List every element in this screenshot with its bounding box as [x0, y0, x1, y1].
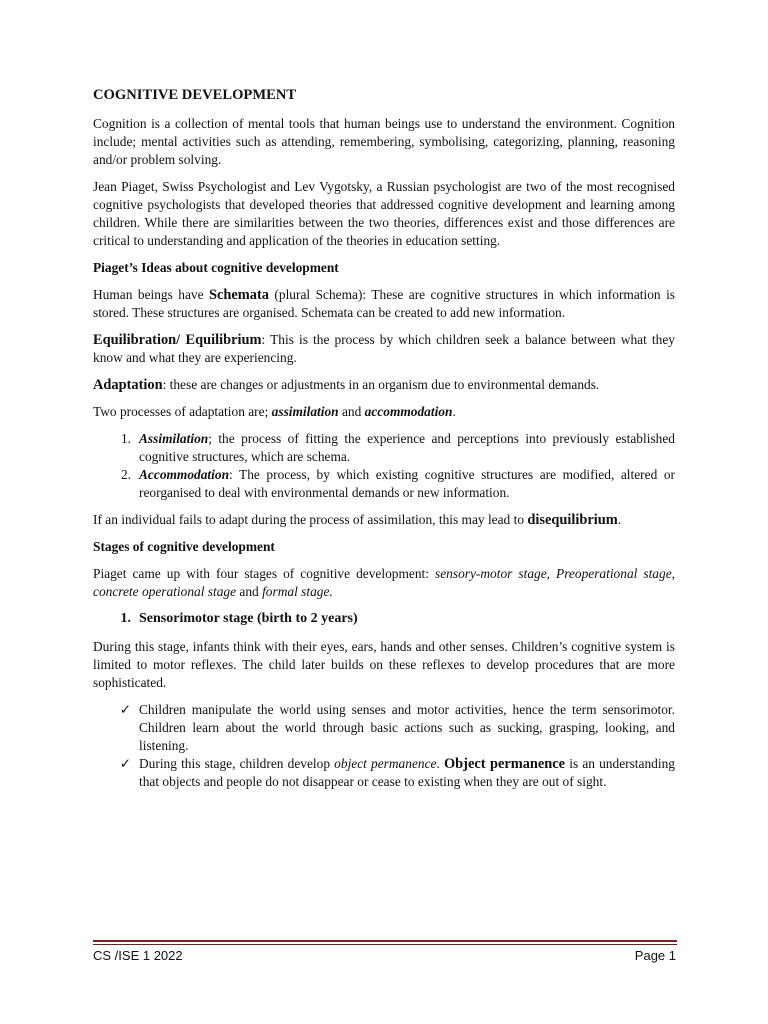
disequilibrium-term: disequilibrium [527, 512, 618, 528]
stages-intro-mid: and [236, 584, 263, 599]
schemata-paragraph [93, 286, 675, 322]
two-processes-end: . [452, 404, 456, 419]
bullet-text [139, 755, 675, 791]
two-processes-pre: Two processes of adaptation are; [93, 404, 272, 419]
bullet-post: is an understanding that objects and people do not disappear or cease to existing when they are out of sight. [139, 756, 675, 789]
object-permanence-bold: Object permanence [443, 756, 566, 772]
stage-title: Sensorimotor stage (birth to 2 years) [139, 611, 358, 626]
two-processes-mid: and [338, 404, 365, 419]
stages-list-italic: sensory-motor stage, Preoperational stage, concrete operational stage [93, 566, 675, 599]
stage-1-heading [93, 610, 675, 628]
stage-1-checklist [93, 701, 675, 791]
list-item [93, 466, 675, 502]
schemata-text: (plural Schema): These are cognitive structures in which information is stored. These structures are organised. Schemata can be created to add new information. [93, 287, 675, 320]
equilibrium-term: Equilibration/ Equilibrium [93, 332, 262, 348]
stage-number: 1. [120, 611, 131, 626]
bullet-text: Children manipulate the world using senses and motor activities, hence the term sensorimotor. Children learn about the world through basic actions such as sucking, grasping, looking, and listening. [139, 702, 675, 753]
checkmark-icon: ✓ [119, 702, 131, 717]
process-term: Accommodation [139, 467, 230, 482]
bullet-mid: . [436, 756, 444, 771]
adaptation-process-list [93, 430, 675, 502]
stages-intro-pre: Piaget came up with four stages of cognitive development: [93, 566, 436, 581]
two-processes-paragraph [93, 403, 675, 421]
equilibrium-text: : This is the process by which children seek a balance between what they know and what they are experiencing. [93, 332, 675, 365]
disequilibrium-end: . [617, 512, 622, 527]
stages-intro-paragraph [93, 565, 675, 601]
assimilation-term: assimilation [271, 404, 339, 419]
list-item-text [139, 430, 675, 466]
piaget-heading: Piaget’s Ideas about cognitive development [93, 260, 339, 275]
schemata-term: Schemata [209, 287, 269, 303]
intro-paragraph-2: Jean Piaget, Swiss Psychologist and Lev Vygotsky, a Russian psychologist are two of the most recognised cognitive psychologists that developed theories that addressed cognitive development and learning among children. While there are similarities between the two theories, differences exist and those differences are critical to understanding and application of the theories in education setting. [93, 179, 675, 248]
adaptation-term: Adaptation [93, 377, 163, 393]
adaptation-text: : these are changes or adjustments in an organism due to environmental demands. [162, 377, 600, 392]
stage-1-paragraph: During this stage, infants think with their eyes, ears, hands and other senses. Children’s cognitive system is limited to motor reflexes. The child later builds on these reflexes to develop procedures that are more sophisticated. [93, 639, 675, 690]
list-item [93, 755, 675, 791]
process-text: ; the process of fitting the experience and perceptions into previously established cognitive structures, which are schema. [139, 431, 675, 464]
footer-course-code: CS /ISE 1 2022 [93, 948, 183, 963]
list-item [93, 430, 675, 466]
list-item [93, 701, 675, 755]
adaptation-paragraph [93, 376, 675, 394]
list-number: 2. [120, 467, 131, 482]
disequilibrium-pre: If an individual fails to adapt during the process of assimilation, this may lead to [93, 512, 528, 527]
checkmark-icon: ✓ [119, 756, 131, 771]
object-permanence-italic: object permanence [334, 756, 437, 771]
intro-paragraph-1: Cognition is a collection of mental tools that human beings use to understand the environment. Cognition include; mental activities such as attending, remembering, symbolising, categorizing, planning, reasoning and/or problem solving. [93, 116, 675, 167]
footer-rule-thick [93, 940, 677, 942]
schemata-pre: Human beings have [93, 287, 210, 302]
list-item-text [139, 466, 675, 502]
stages-heading: Stages of cognitive development [93, 539, 275, 554]
document-body [93, 86, 675, 791]
accommodation-term: accommodation [364, 404, 453, 419]
equilibrium-paragraph [93, 331, 675, 367]
footer-page-number: Page 1 [634, 948, 676, 963]
list-number: 1. [120, 431, 131, 446]
formal-stage-italic: formal stage. [262, 584, 333, 599]
bullet-pre: During this stage, children develop [139, 756, 335, 771]
process-text: : The process, by which existing cognitive structures are modified, altered or reorganised to deal with environmental demands or new information. [139, 467, 675, 500]
page-title: COGNITIVE DEVELOPMENT [93, 87, 297, 103]
process-term: Assimilation [139, 431, 209, 446]
disequilibrium-paragraph [93, 511, 675, 529]
footer-rule-thin [93, 944, 677, 945]
